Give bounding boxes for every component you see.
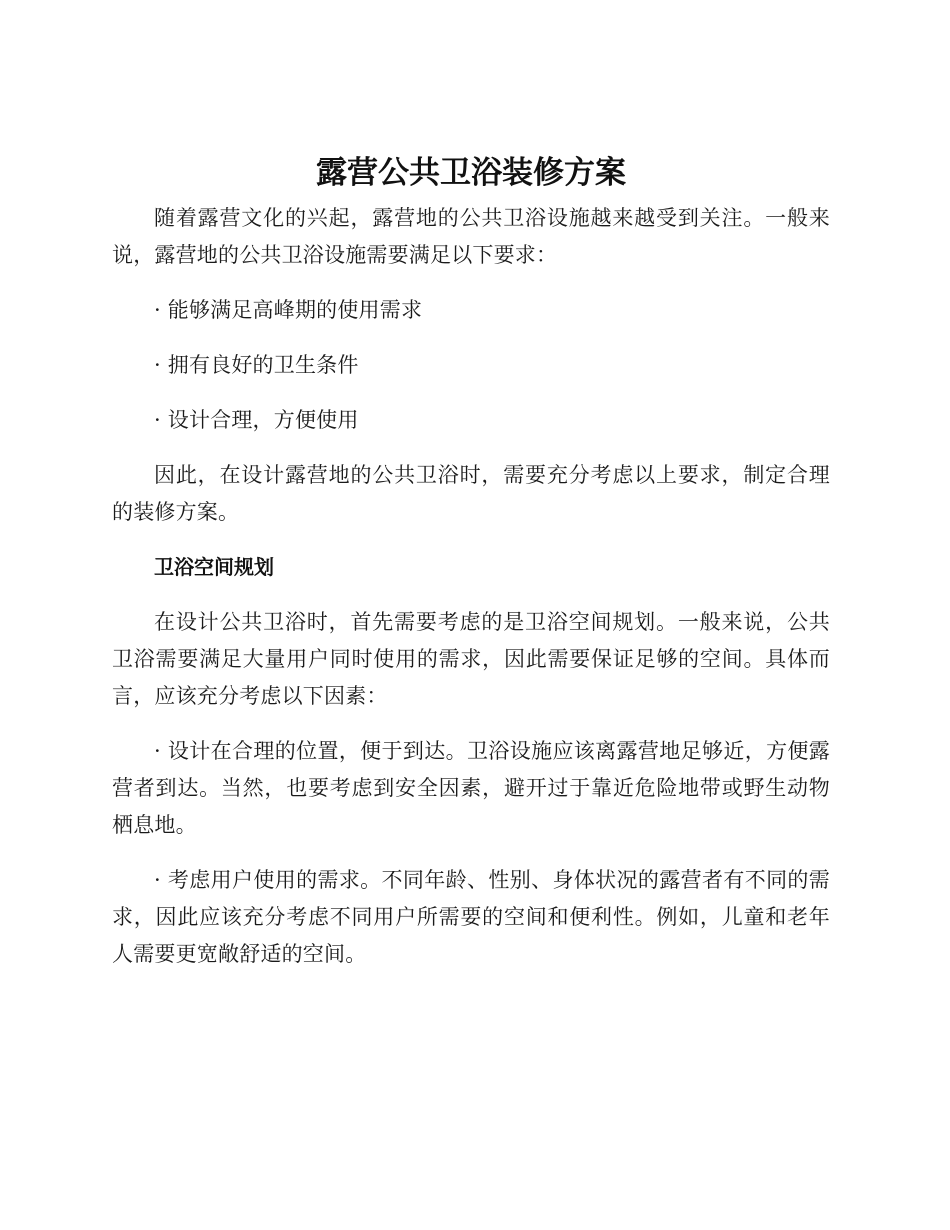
intro-paragraph: 随着露营文化的兴起，露营地的公共卫浴设施越来越受到关注。一般来说，露营地的公共卫浴设施需要满足以下要求：: [112, 206, 830, 267]
requirement-item: · 能够满足高峰期的使用需求: [154, 298, 423, 322]
requirement-item: · 设计合理，方便使用: [154, 408, 359, 432]
requirement-item: · 拥有良好的卫生条件: [154, 353, 359, 377]
section-intro-paragraph: 在设计公共卫浴时，首先需要考虑的是卫浴空间规划。一般来说，公共卫浴需要满足大量用户同时使用的需求，因此需要保证足够的空间。具体而言，应该充分考虑以下因素：: [112, 610, 830, 708]
document-page: [112, 150, 830, 991]
document-title: 露营公共卫浴装修方案: [316, 155, 626, 191]
factor-item: · 设计在合理的位置，便于到达。卫浴设施应该离露营地足够近，方便露营者到达。当然，也要考虑到安全因素，避开过于靠近危险地带或野生动物栖息地。: [112, 739, 830, 837]
factor-item: · 考虑用户使用的需求。不同年龄、性别、身体状况的露营者有不同的需求，因此应该充分考虑不同用户所需要的空间和便利性。例如，儿童和老年人需要更宽敞舒适的空间。: [112, 868, 830, 966]
section-heading: 卫浴空间规划: [154, 555, 274, 579]
conclusion-paragraph: 因此，在设计露营地的公共卫浴时，需要充分考虑以上要求，制定合理的装修方案。: [112, 463, 830, 524]
